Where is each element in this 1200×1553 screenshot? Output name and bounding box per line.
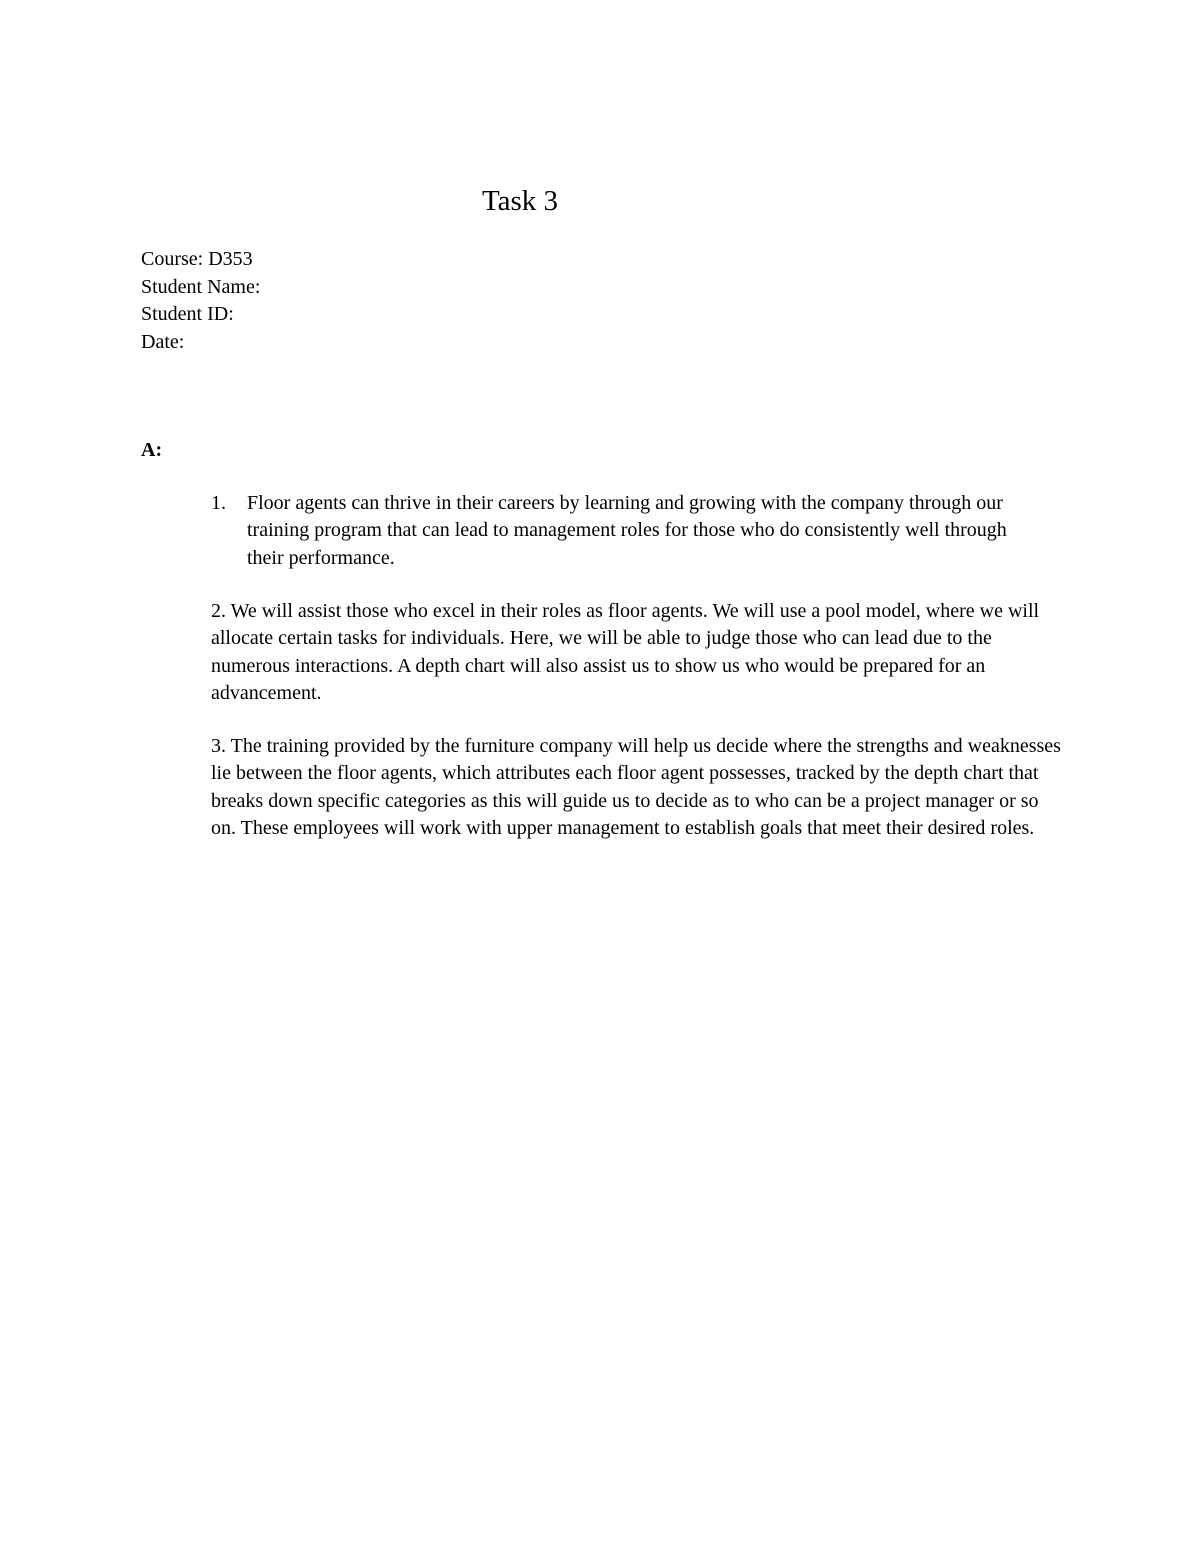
list-item-text: Floor agents can thrive in their careers by learning and growing with the company through our training program that can lead to management roles for those who do consistently well through their performance. bbox=[247, 492, 1007, 569]
paragraph-3: 3. The training provided by the furniture company will help us decide where the strengths and weaknesses lie between the floor agents, which attributes each floor agent possesses, tracked by the depth chart that breaks down specific categories as this will guide us to decide as to who can be a project manager or so on. These employees will work with upper management to establish goals that meet their desired roles. bbox=[211, 735, 1061, 839]
page-title: Task 3 bbox=[481, 185, 559, 217]
date-line: Date: bbox=[141, 330, 185, 353]
course-line: Course: D353 bbox=[141, 248, 253, 270]
student-id-line: Student ID: bbox=[141, 303, 234, 325]
student-name-line: Student Name: bbox=[141, 275, 261, 298]
header-info bbox=[141, 246, 260, 356]
paragraph-2: 2. We will assist those who excel in their roles as floor agents. We will use a pool model, where we will allocate certain tasks for individuals. Here, we will be able to judge those who can lead due to the numerous interactions. A depth chart will also assist us to show us who would be prepared for an advancement. bbox=[211, 600, 1040, 704]
section-a-label: A: bbox=[141, 439, 163, 461]
list-item-1 bbox=[211, 490, 1041, 572]
list-item-number: 1. bbox=[211, 492, 226, 514]
